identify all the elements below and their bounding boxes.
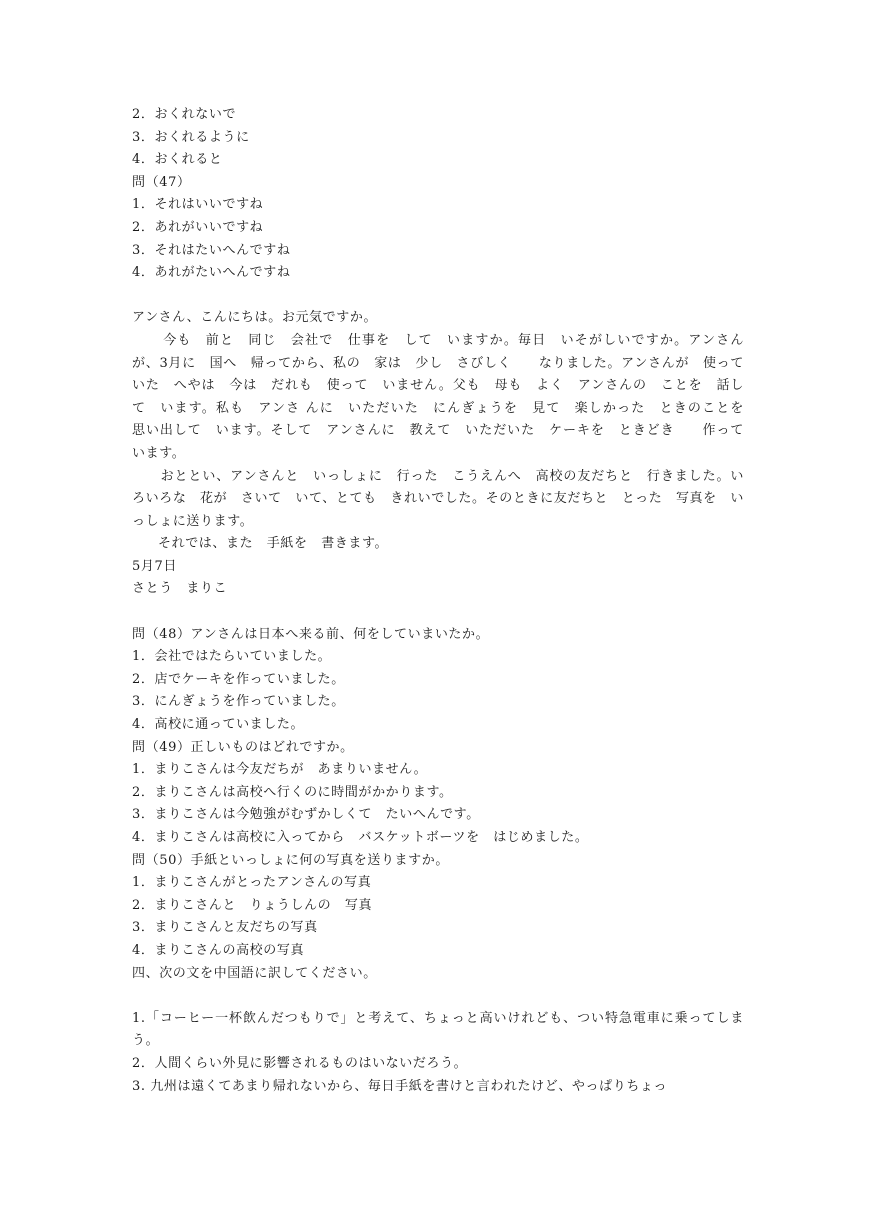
section-4 xyxy=(132,963,744,1099)
q49-option-1: 1．まりこさんは今友だちが あまりいません。 xyxy=(132,762,428,778)
q50-option-2: 2．まりこさんと りょうしんの 写真 xyxy=(132,897,373,913)
question-48 xyxy=(132,624,744,737)
q48-option-4: 4．高校に通っていました。 xyxy=(132,717,305,733)
q48-label: 問（48）アンさんは日本へ来る前、何をしていまいたか。 xyxy=(132,626,490,642)
translation-item-2: 2．人間くらい外見に影響されるものはいないだろう。 xyxy=(132,1055,468,1071)
q49-option-3: 3．まりこさんは今勉強がむずかしくて たいへんです。 xyxy=(132,807,480,823)
spacer xyxy=(132,985,744,1008)
question-47 xyxy=(132,172,744,285)
q50-option-4: 4．まりこさんの高校の写真 xyxy=(132,942,305,958)
letter-greeting: アンさん、こんにちは。お元気ですか。 xyxy=(132,310,378,326)
q50-label: 問（50）手紙といっしょに何の写真を送りますか。 xyxy=(132,852,449,868)
q46-option-3: 3．おくれるように xyxy=(132,129,250,145)
letter-paragraph-1: 今も 前と 同じ 会社で 仕事を して いますか。毎日 いそがしいですか。アンさんが、3月に 国へ 帰ってから、私の 家は 少し さびしく なりました。アンさんが 使って いた へやは 今は だれも 使って いません。父も 母も よく アンさんの ことを 話して います。私も アンさ んに いただいた にんぎょうを 見て 楽しかった ときのことを 思い出して います。そして アンさんに 教えて いただいた ケーキを ときどき 作って います。 xyxy=(132,332,758,461)
translation-item-3: 3. 九州は遠くてあまり帰れないから、毎日手紙を書けと言われたけど、やっぱりちょっ xyxy=(132,1078,668,1094)
q48-option-1: 1．会社ではたらいていました。 xyxy=(132,649,332,665)
q46-options xyxy=(132,104,744,172)
q49-option-2: 2．まりこさんは高校へ行くのに時間がかかります。 xyxy=(132,784,453,800)
spacer xyxy=(132,285,744,308)
letter-closing: それでは、また 手紙を 書きます。 xyxy=(158,536,389,552)
q47-label: 問（47） xyxy=(132,174,191,190)
q49-label: 問（49）正しいものはどれですか。 xyxy=(132,739,354,755)
letter-date: 5月7日 xyxy=(132,558,177,574)
spacer xyxy=(132,601,744,624)
q47-option-1: 1．それはいいですね xyxy=(132,197,264,213)
q48-option-3: 3．にんぎょうを作っていました。 xyxy=(132,694,345,710)
q47-option-4: 4．あれがたいへんですね xyxy=(132,265,291,281)
q48-option-2: 2．店でケーキを作っていました。 xyxy=(132,671,345,687)
letter xyxy=(132,307,758,601)
section-4-heading: 四、次の文を中国語に訳してください。 xyxy=(132,965,377,981)
q49-option-4: 4．まりこさんは高校に入ってから バスケットボーツを はじめました。 xyxy=(132,830,589,845)
q47-option-3: 3．それはたいへんですね xyxy=(132,242,291,258)
question-50 xyxy=(132,850,744,963)
q46-option-2: 2．おくれないで xyxy=(132,107,237,122)
letter-paragraph-2: おととい、アンさんと いっしょに 行った こうえんへ 高校の友だちと 行きました。いろいろな 花が さいて いて、とても きれいでした。そのときに友だちと とった 写真を いっしょに送ります。 xyxy=(132,468,744,529)
translation-item-1: 1.「コーヒー一杯飲んだつもりで」と考えて、ちょっと高いけれども、つい特急電車に乗ってしまう。 xyxy=(132,1010,744,1049)
q50-option-1: 1．まりこさんがとったアンさんの写真 xyxy=(132,875,372,891)
question-49 xyxy=(132,737,744,850)
q46-option-4: 4．おくれると xyxy=(132,152,223,168)
q50-option-3: 3．まりこさんと友だちの写真 xyxy=(132,920,318,936)
q47-option-2: 2．あれがいいですね xyxy=(132,219,264,235)
document-page xyxy=(132,104,758,1098)
letter-signature: さとう まりこ xyxy=(132,581,228,597)
